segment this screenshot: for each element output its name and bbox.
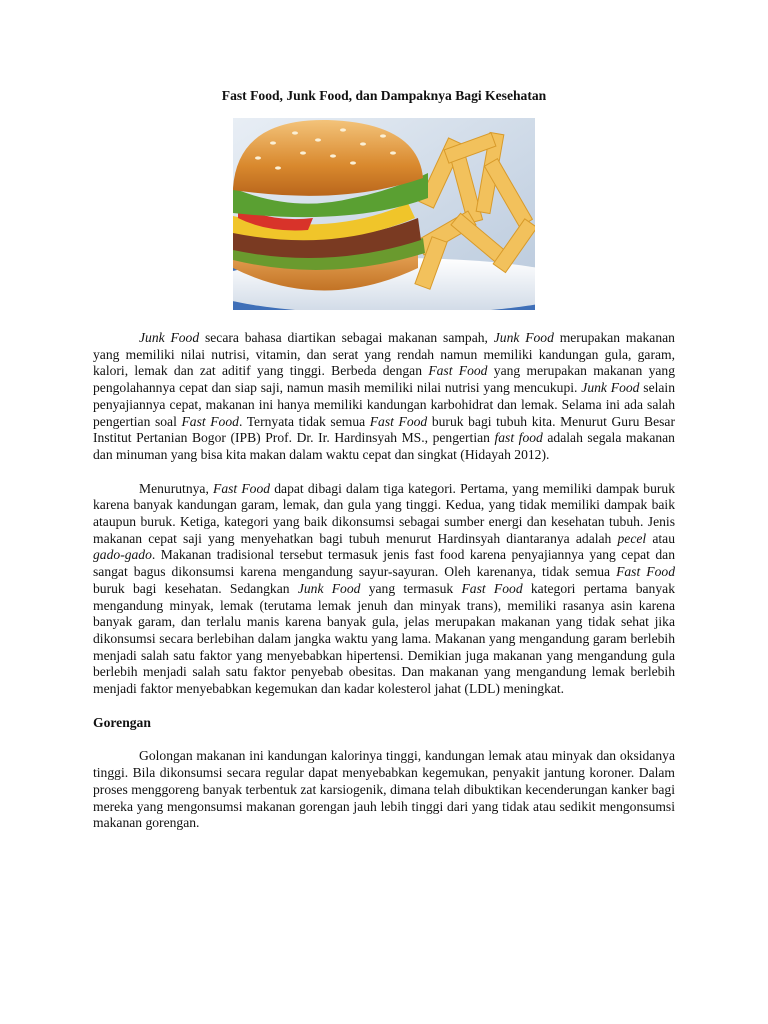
paragraph-gorengan [93, 748, 675, 832]
document-title: Fast Food, Junk Food, dan Dampaknya Bagi Kesehatan [221, 88, 547, 103]
italic-term: pecel [617, 530, 647, 546]
italic-term: Fast Food [369, 413, 428, 429]
text-run: yang merupakan makanan yang pengolahannya cepat dan siap saji, namun masih memiliki nilai nutrisi yang mencukupi. [93, 363, 676, 396]
article-body [93, 330, 675, 832]
italic-term: Junk Food [139, 330, 200, 345]
italic-term: Junk Food [493, 330, 554, 345]
text-run: kategori pertama banyak mengandung minyak, lemak (terutama lemak jenuh dan minyak trans), memiliki rasanya asin karena banyak garam, dan terlalu manis karena banyak gula, jelas merupakan makanan yang tidak sehat jika dikonsumsi secara berlebihan dalam jangka waktu yang lama. Makanan yang mengandung garam berlebih menjadi salah satu faktor yang menyebabkan hipertensi. Demikian juga makanan yang mengandung gula berlebih menjadi salah satu faktor penyebab obesitas. Dan makanan yang mengandung lemak berlebih menjadi faktor menyebabkan kegemukan dan kadar kolesterol jahat (LDL) meningkat. [93, 580, 675, 697]
italic-term: Fast Food [213, 480, 271, 496]
text-run: buruk bagi kesehatan. Sedangkan [93, 580, 298, 596]
text-run: selain penyajiannya cepat, makanan ini hanya memiliki kandungan karbohidrat dan lemak. Selama ini ada salah pengertian soal [93, 380, 675, 429]
text-run: atau [646, 530, 675, 546]
paragraph-fast-food-categories [93, 481, 675, 698]
text-run: adalah segala makanan dan minuman yang bisa kita makan dalam waktu cepat dan singkat (Hidayah 2012). [93, 430, 675, 462]
text-run: Golongan makanan ini kandungan kalorinya tinggi, kandungan lemak atau minyak dan oksidanya tinggi. Bila dikonsumsi secara regular dapat menyebabkan kegemukan, penyakit jantung koroner. Dalam proses menggoreng banyak terbentuk zat karsiogenik, dimana telah dibuktikan kecenderungan kanker bagi mereka yang mengonsumsi makanan gorengan jauh lebih tinggi dari yang tidak atau sedikit mengonsumsi makanan gorengan. [93, 748, 675, 831]
italic-term: Junk Food [297, 580, 361, 596]
text-run: yang termasuk [360, 580, 462, 596]
italic-term: fast food [494, 430, 543, 446]
italic-term: Fast Food [181, 413, 239, 429]
text-run: secara bahasa diartikan sebagai makanan sampah, [199, 330, 494, 345]
text-run: . Makanan tradisional tersebut termasuk jenis fast food karena penyajiannya yang cepat dan sangat bagus dikonsumsi karena mengandung sayur-sayuran. Oleh karenanya, tidak semua [93, 547, 675, 580]
text-run: Menurutnya, [139, 480, 214, 496]
text-run: . Ternyata tidak semua [238, 413, 370, 429]
paragraph-junk-food [93, 330, 675, 464]
italic-term: Fast Food [616, 564, 675, 580]
section-heading-gorengan: Gorengan [93, 714, 151, 730]
text-run: merupakan makanan yang memiliki nilai nutrisi, vitamin, dan serat yang rendah namun memiliki kandungan gula, garam, kalori, lemak dan zat aditif yang tinggi. Berbeda dengan [93, 330, 675, 379]
italic-term: Fast Food [461, 580, 523, 596]
italic-term: Fast Food [428, 363, 488, 379]
text-run: dapat dibagi dalam tiga kategori. Pertama, yang memiliki dampak buruk karena banyak kandungan garam, lemak, dan gula yang tinggi. Kedua, yang tidak memiliki dampak baik ataupun buruk. Ketiga, kategori yang baik dikonsumsi sebagai sumber energi dan kesehatan tubuh. Jenis makanan cepat saji yang menyehatkan bagi tubuh menurut Hardinsyah diantaranya adalah [93, 480, 675, 546]
italic-term: Junk Food [581, 380, 640, 396]
burger-fries-photo [233, 118, 535, 310]
text-run: buruk bagi tubuh kita. Menurut Guru Besar Institut Pertanian Bogor (IPB) Prof. Dr. Ir. Hardinsyah MS., pengertian [93, 413, 675, 446]
italic-term: gado-gado [93, 547, 152, 563]
